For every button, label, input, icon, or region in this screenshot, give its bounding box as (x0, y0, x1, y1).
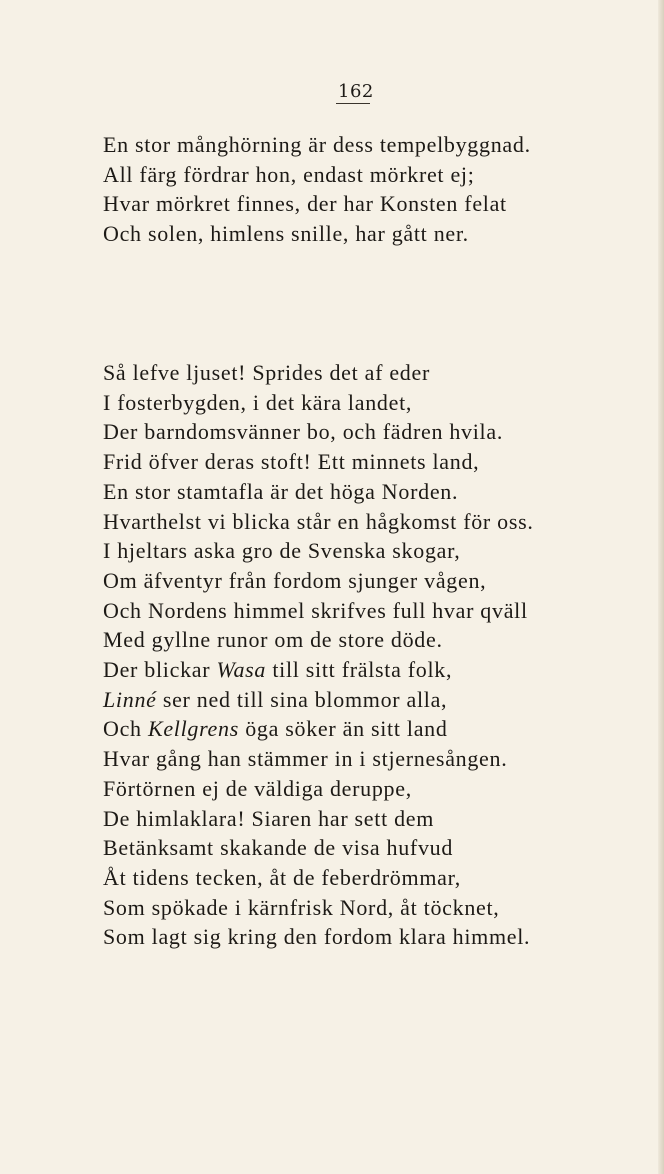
verse-line: De himlaklara! Siaren har sett dem (103, 805, 435, 831)
verse-line: Hvar gång han stämmer in i stjernesången. (103, 746, 508, 772)
verse-line: Med gyllne runor om de store döde. (103, 627, 443, 653)
verse-line: I hjeltars aska gro de Svenska skogar, (103, 538, 461, 564)
verse-line: Åt tidens tecken, åt de feberdrömmar, (103, 864, 461, 890)
verse-line: All färg fördrar hon, endast mörkret ej; (103, 161, 475, 187)
verse-line: Om äfventyr från fordom sjunger vågen, (103, 567, 487, 593)
italic-name: Linné (103, 686, 157, 712)
verse-line: En stor månghörning är dess tempelbyggnad. (103, 132, 531, 157)
verse-line (103, 685, 643, 715)
verse-line: Som lagt sig kring den fordom klara himmel. (103, 924, 531, 950)
verse-line (103, 714, 643, 744)
verse-line: Förtörnen ej de väldiga deruppe, (103, 775, 412, 801)
italic-name: Kellgrens (147, 716, 239, 742)
verse-line: Och solen, himlens snille, har gått ner. (103, 220, 469, 246)
page-edge (658, 0, 664, 1174)
verse-line: Betänksamt skakande de visa hufvud (103, 835, 454, 861)
verse-line: Som spökade i kärnfrisk Nord, åt töcknet, (103, 894, 500, 920)
verse-line: Så lefve ljuset! Sprides det af eder (103, 360, 430, 385)
verse-text: Och (103, 716, 148, 742)
verse-line: Frid öfver deras stoft! Ett minnets land, (103, 449, 480, 475)
verse-line: Hvar mörkret finnes, der har Konsten felat (103, 191, 507, 216)
page-number-rule (336, 103, 370, 104)
verse-text: till sitt frälsta folk, (266, 657, 453, 683)
verse-text: Der blickar (103, 657, 217, 683)
page-number: 162 (338, 81, 374, 102)
verse-text: ser ned till sina blommor alla, (156, 686, 448, 712)
verse-line (103, 655, 643, 685)
verse-line: Hvarthelst vi blicka står en hågkomst för oss. (103, 508, 534, 534)
verse-line: En stor stamtafla är det höga Norden. (103, 478, 459, 504)
verse-line: I fosterbygden, i det kära landet, (103, 389, 413, 415)
stanza-2 (103, 358, 643, 952)
italic-name: Wasa (216, 657, 267, 683)
stanza-1 (103, 130, 643, 248)
verse-line: Der barndomsvänner bo, och fädren hvila. (103, 419, 504, 445)
verse-text: öga söker än sitt land (239, 716, 448, 742)
verse-line: Och Nordens himmel skrifves full hvar qväll (103, 597, 528, 623)
